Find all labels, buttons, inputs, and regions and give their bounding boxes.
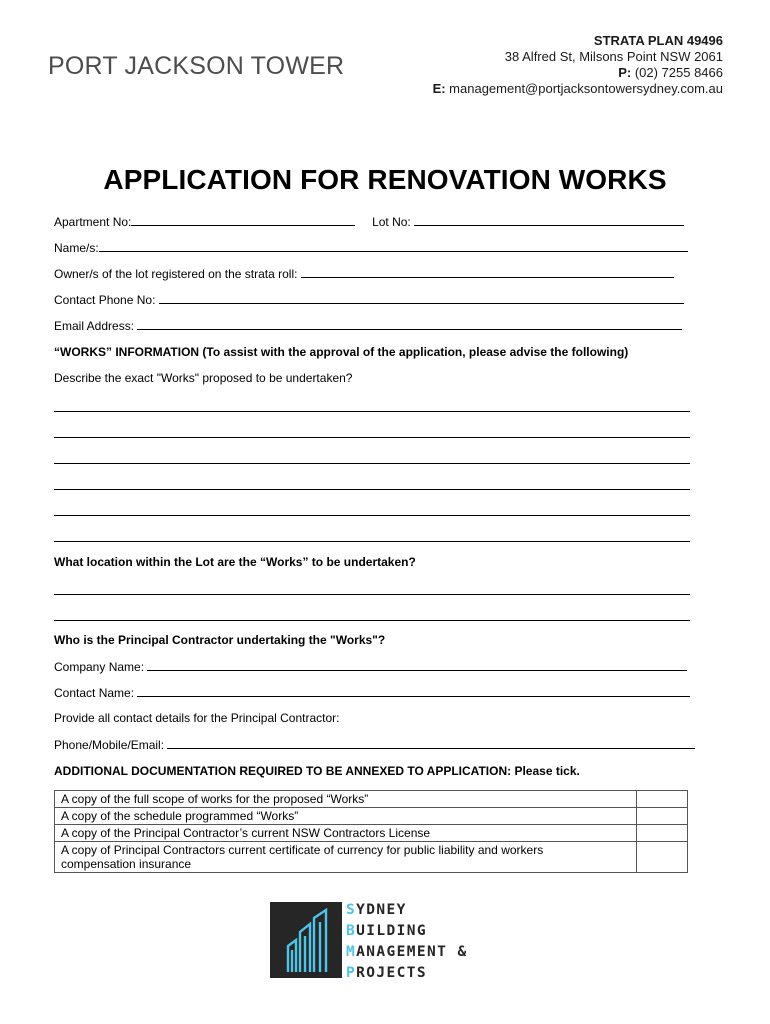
- tick-box[interactable]: [637, 808, 688, 825]
- strata-plan: STRATA PLAN 49496: [593, 33, 723, 48]
- works-heading: “WORKS” INFORMATION (To assist with the approval of the application, please advise the following): [54, 345, 629, 359]
- logo-line: [346, 921, 468, 942]
- contact-phone-field[interactable]: [159, 292, 684, 304]
- logo-word: UILDING: [356, 923, 428, 939]
- contact-name-field[interactable]: [137, 685, 690, 697]
- apartment-lot-row: [54, 214, 684, 229]
- email-line: [433, 81, 723, 97]
- location-line[interactable]: [54, 594, 690, 595]
- doc-description: A copy of the Principal Contractor’s current NSW Contractors License: [55, 825, 637, 842]
- form-title: APPLICATION FOR RENOVATION WORKS: [103, 164, 667, 195]
- logo-initial: B: [346, 923, 357, 939]
- phone-mobile-email-field[interactable]: [167, 737, 695, 749]
- table-row: [55, 842, 688, 873]
- phone-mobile-email-label: Phone/Mobile/Email:: [54, 738, 165, 752]
- building-name: PORT JACKSON TOWER: [48, 52, 345, 80]
- works-describe-prompt: Describe the exact "Works" proposed to be undertaken?: [54, 371, 353, 385]
- logo-initial: S: [346, 902, 357, 918]
- company-name-row: [54, 659, 687, 674]
- email-row: [54, 318, 682, 333]
- works-description-line[interactable]: [54, 411, 690, 412]
- contractor-question: Who is the Principal Contractor undertaking the "Works"?: [54, 633, 386, 647]
- company-logo: [270, 900, 510, 980]
- doc-description: A copy of the schedule programmed “Works”: [55, 808, 637, 825]
- phone-mobile-email-row: [54, 737, 695, 752]
- apartment-no-field[interactable]: [131, 214, 355, 226]
- logo-line: [346, 942, 468, 963]
- documentation-table: [54, 790, 688, 873]
- contact-name-row: [54, 685, 690, 700]
- location-question: What location within the Lot are the “Works” to be undertaken?: [54, 555, 416, 569]
- doc-description: A copy of Principal Contractors current certificate of currency for public liability and workers compensation insurance: [55, 842, 637, 873]
- phone-line: [433, 65, 723, 81]
- contact-phone-label: Contact Phone No:: [54, 293, 156, 307]
- table-row: [55, 825, 688, 842]
- tick-box[interactable]: [637, 825, 688, 842]
- owners-row: [54, 266, 674, 281]
- email-label: E:: [432, 81, 446, 96]
- logo-word: YDNEY: [356, 902, 407, 918]
- names-field[interactable]: [99, 240, 688, 252]
- works-description-line[interactable]: [54, 463, 690, 464]
- works-description-line[interactable]: [54, 437, 690, 438]
- logo-initial: M: [346, 944, 357, 960]
- names-label: Name/s:: [54, 241, 99, 255]
- docs-heading: ADDITIONAL DOCUMENTATION REQUIRED TO BE ANNEXED TO APPLICATION: Please tick.: [54, 764, 580, 778]
- owners-label: Owner/s of the lot registered on the strata roll:: [54, 267, 298, 281]
- logo-initial: P: [346, 965, 357, 981]
- building-logo-icon: [270, 902, 342, 978]
- email-value: management@portjacksontowersydney.com.au: [445, 81, 723, 96]
- lot-no-label: Lot No:: [372, 215, 411, 229]
- phone-value: (02) 7255 8466: [631, 65, 723, 80]
- address: 38 Alfred St, Milsons Point NSW 2061: [504, 49, 723, 64]
- company-name-label: Company Name:: [54, 660, 145, 674]
- table-row: [55, 808, 688, 825]
- contact-name-label: Contact Name:: [54, 686, 135, 700]
- logo-line: [346, 900, 468, 921]
- works-description-line[interactable]: [54, 515, 690, 516]
- works-description-line[interactable]: [54, 489, 690, 490]
- doc-description: A copy of the full scope of works for the proposed “Works”: [55, 791, 637, 808]
- table-row: [55, 791, 688, 808]
- logo-word: ANAGEMENT &: [356, 944, 468, 960]
- tick-box[interactable]: [637, 791, 688, 808]
- logo-line: [346, 963, 468, 984]
- location-line[interactable]: [54, 620, 690, 621]
- contact-block: [433, 33, 723, 97]
- lot-no-field[interactable]: [414, 214, 684, 226]
- email-address-field[interactable]: [137, 318, 682, 330]
- provide-details-text: Provide all contact details for the Principal Contractor:: [54, 711, 340, 725]
- logo-wordmark: [346, 900, 468, 984]
- apartment-no-label: Apartment No:: [54, 215, 132, 229]
- owners-field[interactable]: [301, 266, 674, 278]
- contact-phone-row: [54, 292, 684, 307]
- email-address-label: Email Address:: [54, 319, 135, 333]
- phone-label: P:: [618, 65, 632, 80]
- tick-box[interactable]: [637, 842, 688, 873]
- company-name-field[interactable]: [147, 659, 687, 671]
- names-row: [54, 240, 688, 255]
- logo-word: ROJECTS: [356, 965, 428, 981]
- works-description-line[interactable]: [54, 541, 690, 542]
